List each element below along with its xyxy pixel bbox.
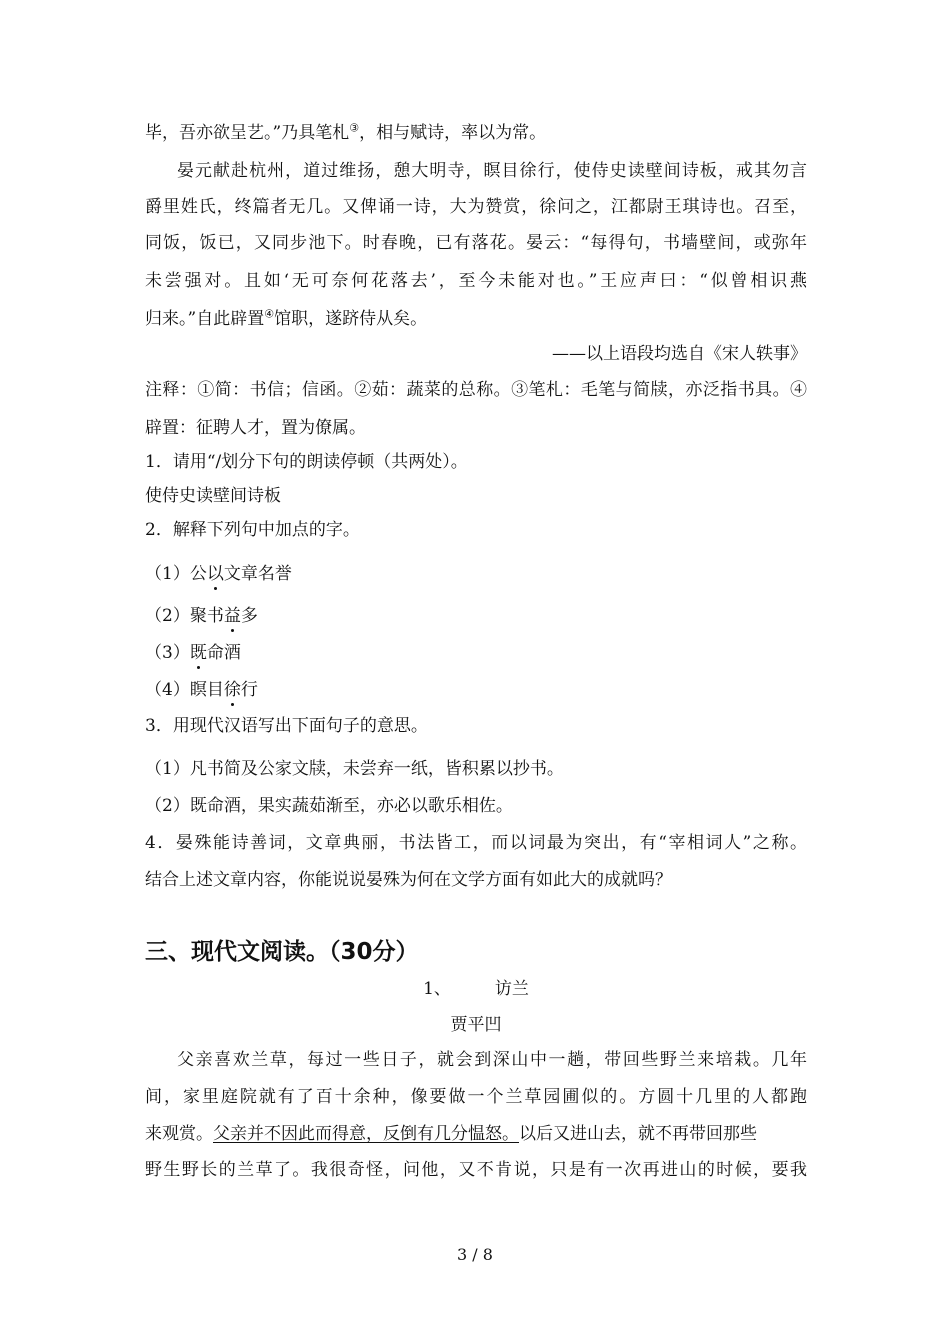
question-3-item: （2）既命酒，果实蔬茹渐至，亦必以歌乐相佐。 — [145, 796, 513, 816]
passage-line: 未尝强对。且如‘无可奈何花落去’，至今未能对也。”王应声曰：“似曾相识燕 — [145, 271, 807, 291]
question-1-sentence: 使侍史读壁间诗板 — [145, 486, 281, 506]
page-number: 3 / 8 — [457, 1245, 493, 1264]
article-paragraph-line — [145, 1123, 807, 1145]
question-2-item — [145, 679, 807, 701]
text-run: 毕，吾亦欲呈艺。”乃具笔札 — [145, 123, 350, 143]
text-run: 命酒 — [206, 643, 241, 663]
passage-line: 爵里姓氏，终篇者无几。又俾诵一诗，大为赞赏，徐问之，江都尉王琪诗也。召至， — [145, 197, 807, 217]
passage-line — [145, 122, 807, 144]
question-2-item — [145, 605, 807, 627]
question-2: 2．解释下列句中加点的字。 — [145, 520, 360, 540]
text-run: 公 — [189, 564, 207, 584]
passage-line: 同饭，饭已，又同步池下。时春晚，已有落花。晏云：“每得句，书墙壁间，或弥年 — [145, 233, 807, 253]
question-4: 结合上述文章内容，你能说说晏殊为何在文学方面有如此大的成就吗？ — [145, 870, 672, 890]
article-paragraph-line: 野生野长的兰草了。我很奇怪，问他，又不肯说，只是有一次再进山的时候，要我 — [145, 1160, 807, 1180]
footnote-marker: ③ — [349, 121, 360, 135]
item-number: （2） — [145, 606, 190, 626]
notes-line: 辟置：征聘人才，置为僚属。 — [145, 418, 366, 438]
text-run: 文章名誉 — [223, 564, 292, 584]
underlined-sentence: 父亲并不因此而得意，反倒有几分愠怒。 — [213, 1124, 519, 1144]
text-run: 以后又进山去，就不再带回那些 — [519, 1124, 757, 1144]
article-paragraph-line: 父亲喜欢兰草，每过一些日子，就会到深山中一趟，带回些野兰来培栽。几年 — [177, 1050, 807, 1070]
article-number: 1、 — [423, 979, 451, 999]
item-number: （4） — [145, 680, 190, 700]
text-run: 行 — [240, 680, 258, 700]
article-title: 访兰 — [494, 979, 529, 999]
article-paragraph-line: 间，家里庭院就有了百十余种，像要做一个兰草园圃似的。方圆十几里的人都跑 — [145, 1087, 807, 1107]
text-run: ，相与赋诗，率以为常。 — [359, 123, 547, 143]
text-run: 聚书 — [189, 606, 224, 626]
question-3: 3．用现代汉语写出下面句子的意思。 — [145, 716, 428, 736]
section-heading: 三、现代文阅读。（30分） — [145, 939, 419, 965]
article-title-line — [145, 978, 807, 1000]
article-author: 贾平凹 — [450, 1015, 502, 1035]
text-run: 归来。”自此辟置 — [145, 309, 265, 329]
passage-line: 晏元献赴杭州，道过维扬，憩大明寺，瞑目徐行，使侍史读壁间诗板，戒其勿言 — [177, 161, 807, 181]
text-run: 多 — [240, 606, 258, 626]
question-2-item — [145, 563, 807, 585]
text-run: 瞑目 — [189, 680, 224, 700]
dotted-character: 徐 — [223, 680, 241, 700]
dotted-character: 以 — [206, 564, 224, 584]
text-run: 馆职，遂跻侍从矣。 — [274, 309, 428, 329]
footnote-marker: ④ — [264, 307, 275, 321]
item-number: （1） — [145, 564, 190, 584]
question-3-item: （1）凡书简及公家文牍，未尝弃一纸，皆积累以抄书。 — [145, 759, 564, 779]
notes-line: 注释：①简：书信；信函。②茹：蔬菜的总称。③笔札：毛笔与简牍，亦泛指书具。④ — [145, 380, 807, 400]
question-1: 1．请用“/划分下句的朗读停顿（共两处）。 — [145, 452, 468, 472]
question-2-item — [145, 642, 807, 664]
dotted-character: 益 — [223, 606, 241, 626]
passage-line — [145, 308, 807, 330]
passage-source: ——以上语段均选自《宋人轶事》 — [552, 344, 807, 364]
item-number: （3） — [145, 643, 190, 663]
dotted-character: 既 — [189, 643, 207, 663]
question-4: 4．晏殊能诗善词，文章典丽，书法皆工，而以词最为突出，有“宰相词人”之称。 — [145, 833, 807, 853]
text-run: 来观赏。 — [145, 1124, 213, 1144]
